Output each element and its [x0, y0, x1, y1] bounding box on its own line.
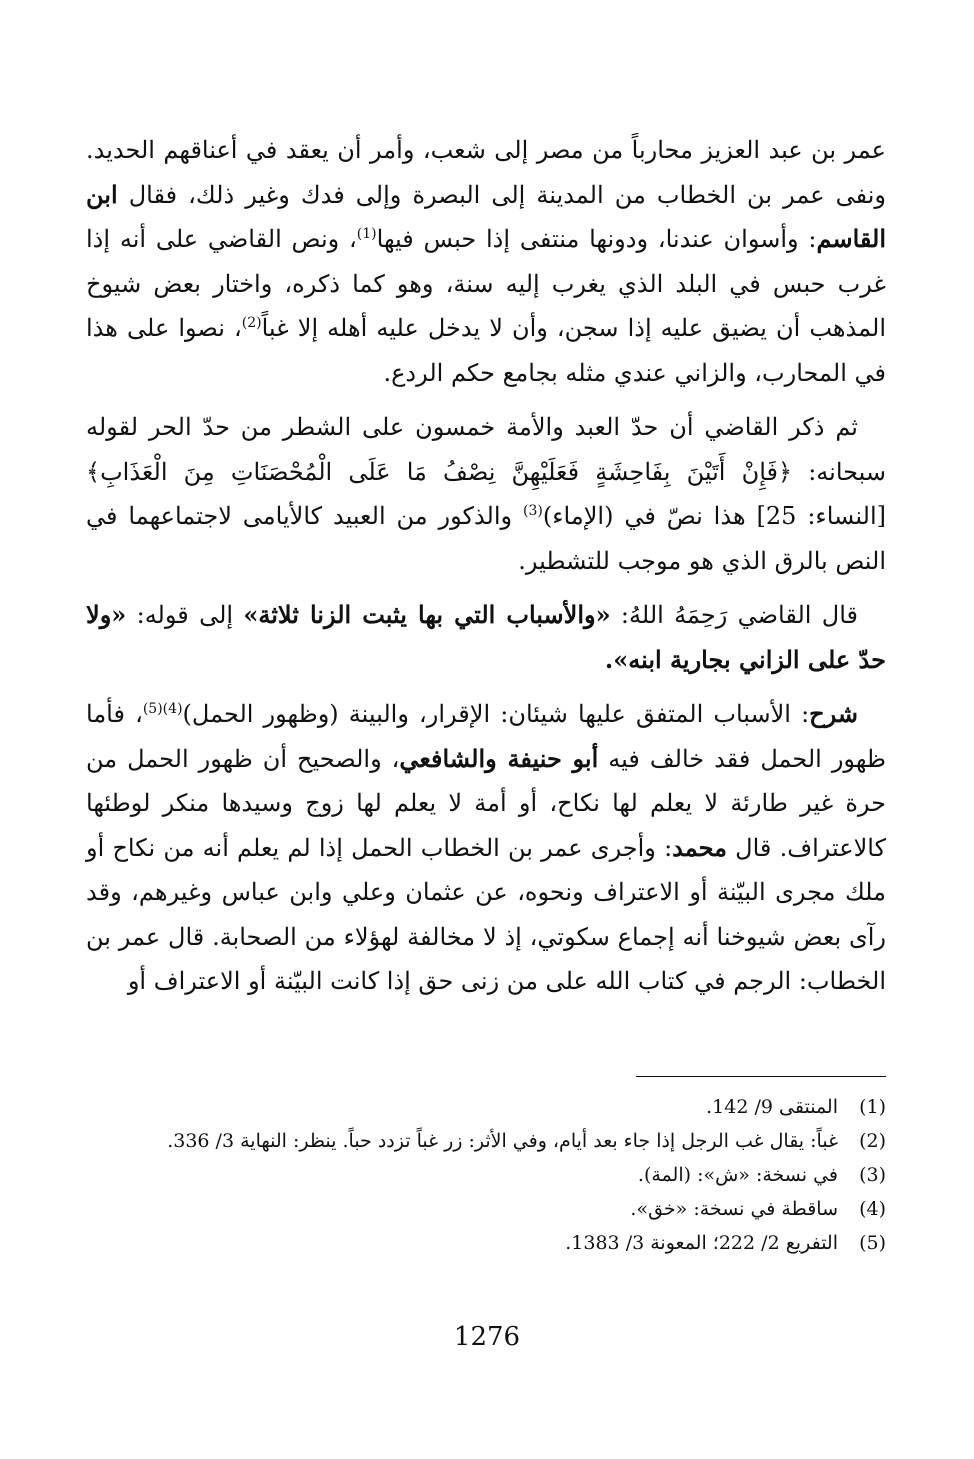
- paragraph-4-text-b: ، فأما ظهور الحمل فقد خالف فيه: [86, 700, 886, 773]
- footnote-4: [86, 1192, 886, 1226]
- paragraph-4: [86, 692, 886, 1004]
- footnote-text: ساقطة في نسخة: «خق».: [630, 1198, 838, 1220]
- paragraph-3-text-b: إلى قوله:: [126, 601, 244, 629]
- footnote-number: (4): [859, 1198, 886, 1220]
- footnote-ref-4-5[interactable]: (4)(5): [142, 701, 183, 717]
- footnote-ref-2[interactable]: (2): [241, 315, 262, 331]
- footnotes: [86, 1090, 886, 1260]
- paragraph-1: [86, 128, 886, 395]
- paragraph-1-mid: : وأسوان عندنا، ودونها منتفى إذا حبس فيها: [376, 225, 817, 253]
- paragraph-4-text-d: : وأجرى عمر بن الخطاب الحمل إذا لم يعلم أنه من نكاح أو ملك مجرى البيّنة أو الاعتراف ونحوه، عن عثمان وعلي وابن عباس وغيرهم، وقد رآى بعض شيوخنا أنه إجماع سكوتي، إذ لا مخالفة لهؤلاء من الصحابة. قال عمر بن الخطاب: الرجم في كتاب الله على من زنى حق إذا كانت البيّنة أو الاعتراف أو: [86, 833, 886, 995]
- paragraph-4-text-a: : الأسباب المتفق عليها شيئان: الإقرار، والبينة (وظهور الحمل): [182, 700, 810, 728]
- footnote-2: [86, 1124, 886, 1158]
- paragraph-1-lead: فقال: [128, 180, 178, 209]
- footnote-ref-3[interactable]: (3): [523, 503, 543, 519]
- paragraph-3: [86, 593, 886, 682]
- footnote-text: في نسخة: «ش»: (المة).: [637, 1164, 838, 1186]
- name-ibn-al-qasim: ابن القاسم: [86, 179, 887, 253]
- paragraph-4-text-c: ، والصحيح أن ظهور الحمل من حرة غير طارئة لا يعلم لها نكاح، أو أمة لا يعلم لها زوج وسيدها منكر لوطئها كالاعتراف. قال: [86, 744, 887, 862]
- footnote-text: المنتقى 9/ 142.: [706, 1096, 838, 1118]
- main-text: [86, 128, 886, 1004]
- footnote-divider: [636, 1076, 886, 1077]
- quoted-heading: «والأسباب التي بها يثبت الزنا ثلاثة»: [243, 600, 611, 629]
- footnote-text: التفريع 2/ 222؛ المعونة 3/ 1383.: [565, 1232, 838, 1254]
- paragraph-1-text: عمر بن عبد العزيز محارباً من مصر إلى شعب، وأمر أن يعقد في أعناقهم الحديد. ونفى عمر بن الخطاب من المدينة إلى البصرة وإلى فدك وغير ذلك،: [86, 136, 886, 209]
- footnote-1: [86, 1090, 886, 1124]
- quoted-heading-end: «ولا حدّ على الزاني بجارية ابنه».: [86, 600, 886, 674]
- paragraph-3-text-a: قال القاضي رَحِمَهُ اللهُ:: [610, 601, 858, 629]
- footnote-number: (2): [859, 1130, 886, 1152]
- footnote-5: [86, 1226, 886, 1260]
- footnote-number: (3): [859, 1164, 886, 1186]
- names-abu-hanifa-shafii: أبو حنيفة والشافعي: [399, 743, 599, 773]
- paragraph-2-text-a: ثم ذكر القاضي أن حدّ العبد والأمة خمسون على الشطر من حدّ الحر لقوله سبحانه: ﴿فَإِنْ أَتَيْنَ بِفَاحِشَةٍ فَعَلَيْهِنَّ نِصْفُ مَا عَلَى الْمُحْصَنَاتِ مِنَ الْعَذَابِ﴾ [النساء: 25] هذا نصّ في (الإماء): [86, 413, 887, 530]
- footnote-text: غباً: يقال غب الرجل إذا جاء بعد أيام، وفي الأثر: زر غباً تزدد حباً. ينظر: النهاية 3/ 336.: [167, 1130, 838, 1152]
- page-number: 1276: [453, 1322, 521, 1352]
- footnote-number: (5): [859, 1232, 886, 1254]
- paragraph-1-end: ، نصوا على هذا في المحارب، والزاني عندي مثله بجامع حكم الردع.: [86, 314, 886, 387]
- sharh-label: شرح: [809, 699, 859, 728]
- paragraph-2: [86, 405, 886, 583]
- paragraph-2-text-b: والذكور من العبيد كالأيامى لاجتماعهما في النص بالرق الذي هو موجب للتشطير.: [86, 502, 886, 575]
- footnote-ref-1[interactable]: (1): [356, 226, 377, 242]
- footnote-number: (1): [859, 1096, 886, 1118]
- paragraph-1-mid2: ، ونص القاضي على أنه إذا غرب حبس في البلد الذي يغرب إليه سنة، وهو كما ذكره، واختار بعض شيوخ المذهب أن يضيق عليه إذا سجن، وأن لا يدخل عليه أهله إلا غباً: [86, 225, 886, 342]
- name-muhammad: محمد: [672, 832, 727, 862]
- footnote-3: [86, 1158, 886, 1192]
